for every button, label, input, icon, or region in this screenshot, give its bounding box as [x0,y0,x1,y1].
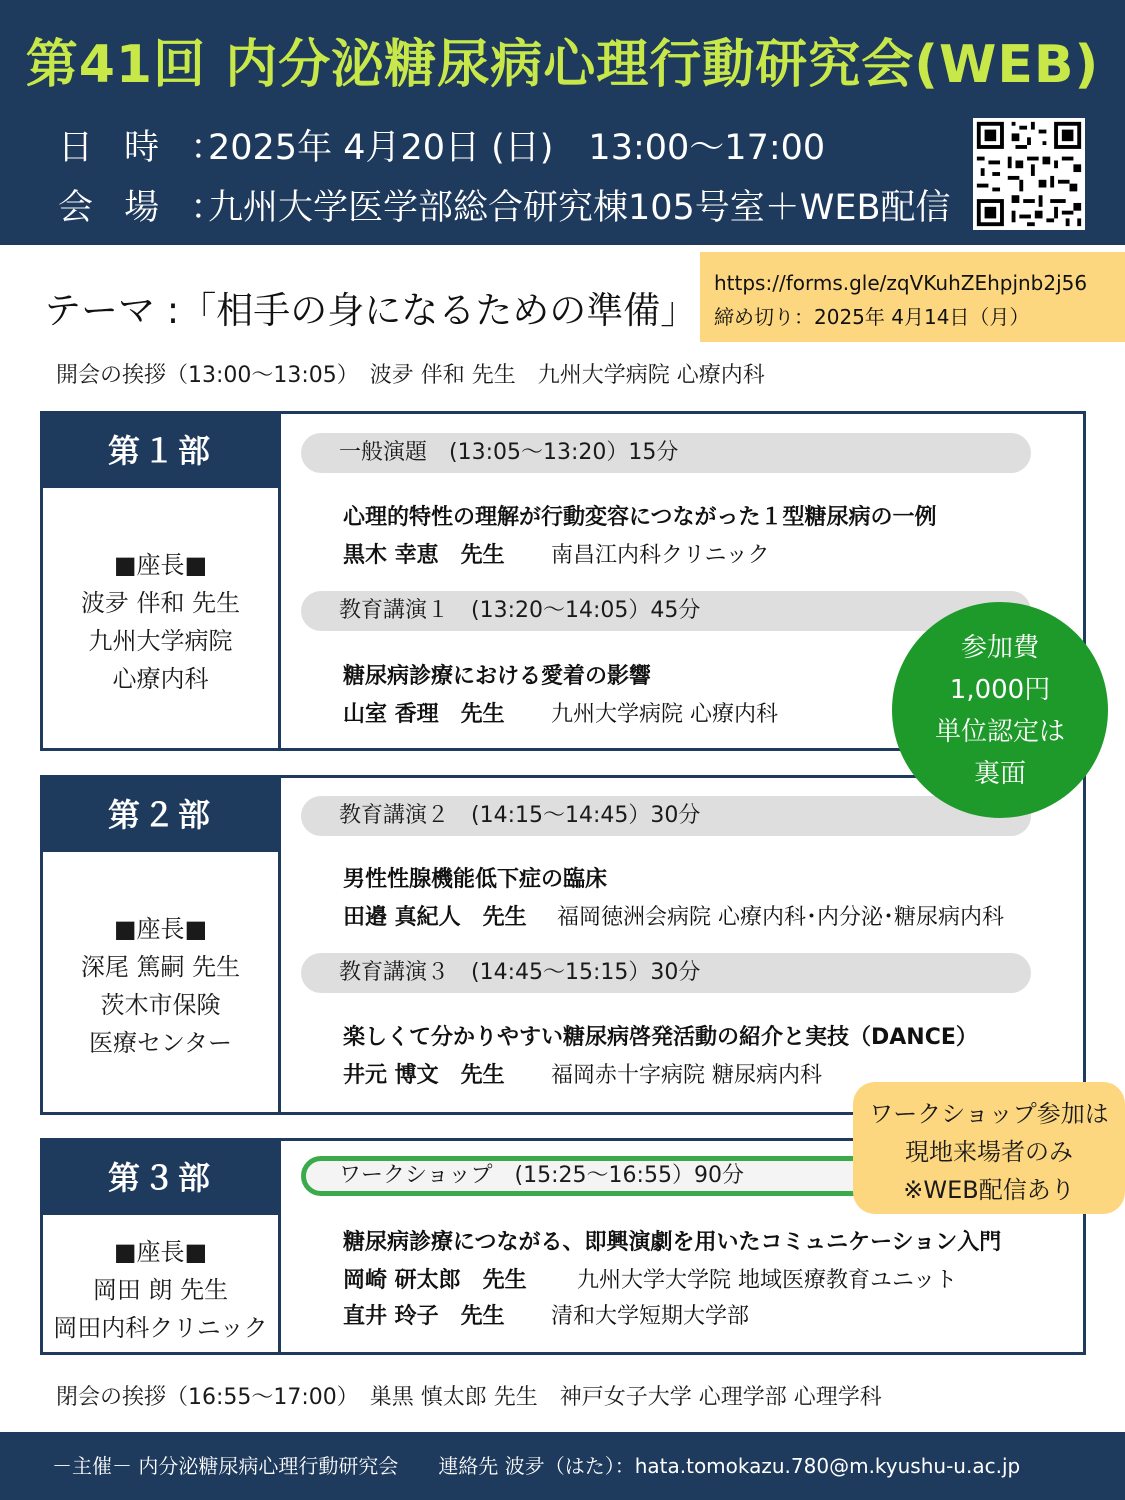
section-1-title: 第１部 [43,414,278,488]
workshop-note-line: 現地来場者のみ [905,1138,1073,1166]
chair-title: ■座長■ [113,1238,208,1266]
section-1-chair [43,546,278,698]
session-label: 教育講演３ (14:45～15:15）30分 [301,953,1031,993]
chair-line: 医療センター [88,1029,233,1057]
date-value: 2025年 4月20日 (日) 13:00～17:00 [208,128,826,168]
event-title: 第41回 内分泌糖尿病心理行動研究会(WEB) [25,35,1100,95]
registration-deadline: 締め切り：2025年 4月14日（月） [714,305,1030,329]
speaker-affiliation: 清和大学短期大学部 [551,1304,750,1329]
section-2-title: 第２部 [43,778,278,852]
speaker-name: 黒木 幸恵 先生 [343,543,505,568]
closing-remarks: 閉会の挨拶（16:55～17:00） 巣黒 慎太郎 先生 神戸女子大学 心理学部 心理学科 [56,1385,882,1410]
speaker-name: 田邉 真紀人 先生 [343,905,527,930]
fee-badge [892,602,1108,818]
speaker-name: 岡崎 研太郎 先生 [343,1268,527,1293]
workshop-note-line: ※WEB配信あり [903,1176,1075,1204]
speaker-line [343,900,1004,931]
chair-line: 九州大学病院 [88,627,233,655]
footer-text: －主催－ 内分泌糖尿病心理行動研究会 連絡先 波夛（はた）：hata.tomokazu.780@m.kyushu-u.ac.jp [52,1454,1021,1478]
speaker-affiliation: 九州大学病院 心療内科 [551,702,778,727]
workshop-note [853,1082,1125,1214]
session-label: 教育講演１ (13:20～14:05）45分 [301,591,1031,631]
speaker-line [343,538,770,569]
footer-bar [0,1432,1125,1500]
section-2-left-panel [43,778,281,1112]
fee-badge-line: 1,000円 [949,675,1051,705]
date-label: 日 時 ： [58,128,236,168]
speaker-line [343,1058,822,1089]
speaker-line [343,1263,957,1294]
speaker-name: 直井 玲子 先生 [343,1304,505,1329]
venue-label: 会 場 ： [58,188,236,228]
section-3-title: 第３部 [43,1141,278,1215]
speaker-name: 井元 博文 先生 [343,1063,505,1088]
talk-title: 糖尿病診療につながる、即興演劇を用いたコミュニケーション入門 [343,1230,1002,1255]
speaker-line [343,697,778,728]
chair-line: 茨木市保険 [100,991,221,1019]
chair-line: 岡田 朗 先生 [92,1276,229,1304]
speaker-line [343,1299,749,1330]
speaker-affiliation: 南昌江内科クリニック [551,543,770,568]
section-3-chair [43,1233,278,1347]
talk-title: 糖尿病診療における愛着の影響 [343,664,652,689]
chair-line: 波夛 伴和 先生 [80,589,241,617]
venue-value: 九州大学医学部総合研究棟105号室＋WEB配信 [208,188,951,228]
speaker-affiliation: 福岡赤十字病院 糖尿病内科 [551,1063,822,1088]
date-line [58,120,825,170]
registration-url[interactable]: https://forms.gle/zqVKuhZEhpjnb2j56 [714,271,1088,295]
venue-line [58,180,951,230]
talk-title: 心理的特性の理解が行動変容につながった１型糖尿病の一例 [343,505,937,530]
section-2-chair [43,910,278,1062]
speaker-name: 山室 香理 先生 [343,702,505,727]
session-label: 教育講演２ (14:15～14:45）30分 [301,796,1031,836]
section-1-left-panel [43,414,281,748]
speaker-affiliation: 九州大学大学院 地域医療教育ユニット [577,1268,958,1293]
talk-title: 楽しくて分かりやすい糖尿病啓発活動の紹介と実技（DANCE） [343,1025,978,1050]
chair-line: 深尾 篤嗣 先生 [80,953,241,981]
qr-code-icon[interactable] [973,118,1085,230]
header-banner [0,0,1125,245]
chair-title: ■座長■ [113,915,208,943]
section-part-2 [40,775,1086,1115]
chair-title: ■座長■ [113,551,208,579]
fee-badge-line: 単位認定は [934,717,1065,747]
fee-badge-line: 参加費 [960,633,1039,663]
speaker-affiliation: 福岡徳洲会病院 心療内科･内分泌･糖尿病内科 [557,905,1004,930]
session-label: 一般演題 (13:05～13:20）15分 [301,433,1031,473]
section-3-left-panel [43,1141,281,1352]
talk-title: 男性性腺機能低下症の臨床 [343,867,608,892]
fee-badge-line: 裏面 [973,759,1026,789]
theme-heading: テーマ :「相手の身になるための準備」 [44,289,698,332]
workshop-note-line: ワークショップ参加は [869,1100,1109,1128]
registration-box [700,252,1125,342]
chair-line: 岡田内科クリニック [53,1314,268,1342]
workshop-session-label: ワークショップ (15:25～16:55）90分 [301,1156,1031,1196]
opening-remarks: 開会の挨拶（13:00～13:05） 波夛 伴和 先生 九州大学病院 心療内科 [56,363,765,388]
chair-line: 心療内科 [112,665,209,693]
